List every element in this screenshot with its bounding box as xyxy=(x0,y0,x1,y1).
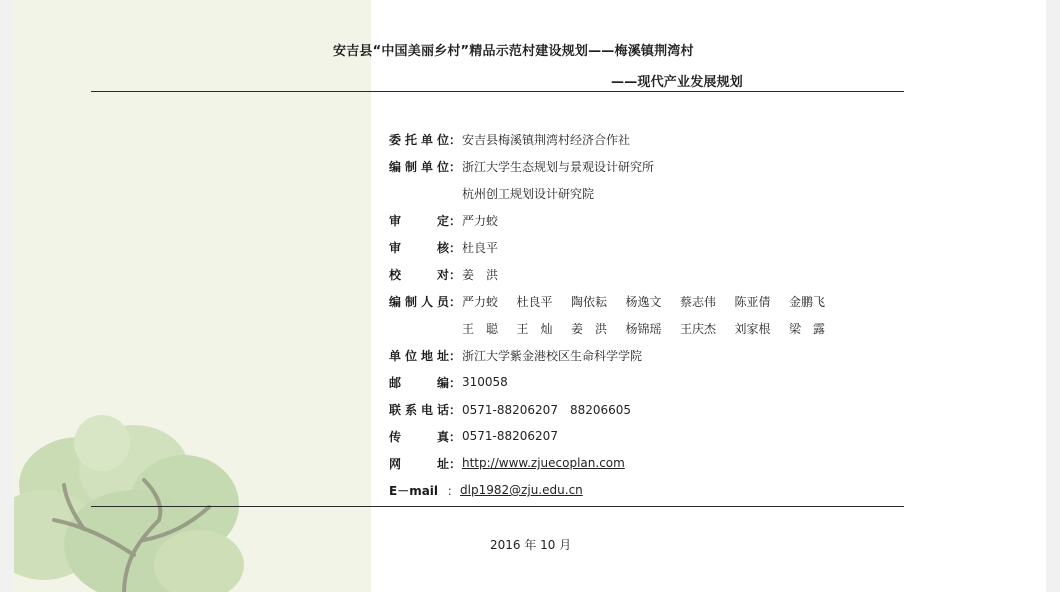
value-approve: 严力蛟 xyxy=(462,213,499,228)
row-staff xyxy=(389,291,844,311)
value-client: 安吉县梅溪镇荆湾村经济合作社 xyxy=(462,132,631,147)
row-postcode xyxy=(389,372,508,392)
row-editor xyxy=(389,156,654,176)
staff-names-row2 xyxy=(462,320,844,337)
tree-illustration xyxy=(14,395,244,592)
value-editor-1: 浙江大学生态规划与景观设计研究所 xyxy=(462,159,655,174)
value-phone: 0571-88206207 88206605 xyxy=(462,402,632,417)
staff-name: 杨逸文 xyxy=(625,294,662,309)
colon: ： xyxy=(449,132,462,147)
document-date: 2016 年 10 月 xyxy=(490,538,572,552)
colon: ： xyxy=(449,240,462,255)
staff-name: 姜 洪 xyxy=(571,321,608,336)
row-editor-2 xyxy=(462,183,594,203)
bottom-divider xyxy=(91,506,904,507)
colon: ： xyxy=(449,213,462,228)
row-email xyxy=(389,480,583,500)
label-postcode: 邮编 xyxy=(389,375,449,390)
staff-name: 王 灿 xyxy=(516,321,553,336)
row-staff-2 xyxy=(462,318,844,338)
document-title-line2: ——现代产业发展规划 xyxy=(611,75,744,90)
website-link[interactable]: http://www.zjuecoplan.com xyxy=(462,456,625,470)
staff-name: 蔡志伟 xyxy=(680,294,717,309)
value-check: 杜良平 xyxy=(462,240,499,255)
staff-names-row1 xyxy=(462,293,844,310)
colon: ： xyxy=(449,375,462,390)
document-title-line1: 安吉县“中国美丽乡村”精品示范村建设规划——梅溪镇荆湾村 xyxy=(333,44,694,59)
label-check: 审核 xyxy=(389,240,449,255)
colon: ： xyxy=(449,402,462,417)
label-client: 委托单位 xyxy=(389,132,449,147)
label-address: 单位地址 xyxy=(389,348,449,363)
label-phone: 联系电话 xyxy=(389,402,449,417)
value-proof: 姜 洪 xyxy=(462,267,499,282)
label-staff: 编制人员 xyxy=(389,294,449,309)
label-fax: 传真 xyxy=(389,429,449,444)
staff-name: 梁 露 xyxy=(789,321,826,336)
colon: ： xyxy=(449,267,462,282)
row-fax xyxy=(389,426,558,446)
label-email: E－mail xyxy=(389,483,439,498)
colon: ： xyxy=(449,159,462,174)
row-phone xyxy=(389,399,631,419)
row-proof xyxy=(389,264,498,284)
staff-name: 王庆杰 xyxy=(680,321,717,336)
staff-name: 严力蛟 xyxy=(462,294,499,309)
value-fax: 0571-88206207 xyxy=(462,429,558,443)
colon: ： xyxy=(449,294,462,309)
staff-name: 金鹏飞 xyxy=(789,294,826,309)
staff-name: 杜良平 xyxy=(516,294,553,309)
staff-name: 刘家根 xyxy=(734,321,771,336)
colon: ： xyxy=(449,429,462,444)
value-address: 浙江大学紫金港校区生命科学学院 xyxy=(462,348,643,363)
row-address xyxy=(389,345,642,365)
colon: ： xyxy=(449,348,462,363)
staff-name: 陈亚倩 xyxy=(734,294,771,309)
staff-name: 杨锦瑶 xyxy=(625,321,662,336)
row-client xyxy=(389,129,630,149)
value-postcode: 310058 xyxy=(462,375,508,389)
label-approve: 审定 xyxy=(389,213,449,228)
label-proof: 校对 xyxy=(389,267,449,282)
colon: ： xyxy=(449,456,462,471)
value-editor-2: 杭州创工规划设计研究院 xyxy=(462,186,595,201)
row-website xyxy=(389,453,625,473)
row-check xyxy=(389,237,498,257)
colon: ： xyxy=(447,483,460,498)
staff-name: 王 聪 xyxy=(462,321,499,336)
row-approve xyxy=(389,210,498,230)
document-page xyxy=(14,0,1046,592)
label-website: 网址 xyxy=(389,456,449,471)
staff-name: 陶依耘 xyxy=(571,294,608,309)
email-link[interactable]: dlp1982@zju.edu.cn xyxy=(460,483,583,497)
label-editor: 编制单位 xyxy=(389,159,449,174)
top-divider xyxy=(91,91,904,92)
